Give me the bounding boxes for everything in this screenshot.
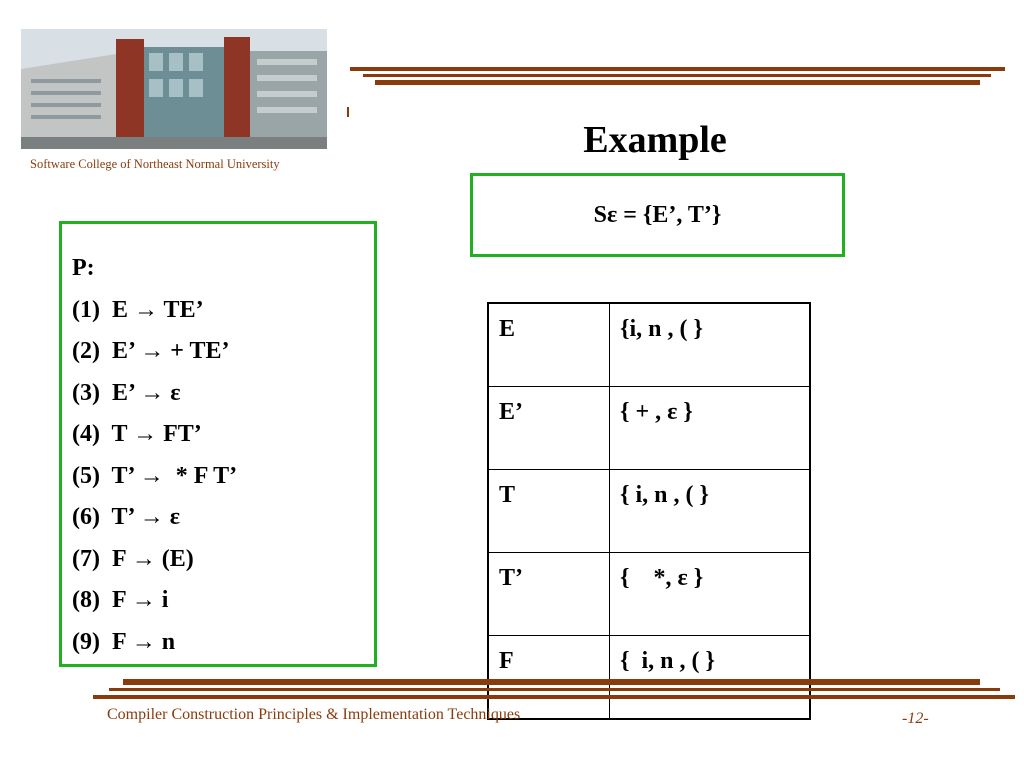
college-name: Software College of Northeast Normal University (30, 157, 280, 171)
production-item: (6) T’ → ε (72, 504, 181, 530)
production-item: (3) E’ → ε (72, 379, 181, 406)
table-row (488, 387, 810, 470)
table-row (488, 636, 810, 720)
table-set-cell: {i, n , ( } (610, 303, 811, 387)
table-row (488, 553, 810, 636)
header-rule-bottom (375, 80, 980, 85)
table-symbol-cell: F (488, 636, 610, 720)
table-set-cell: { *, ε } (610, 553, 811, 636)
table-set-cell: { i, n , ( } (610, 636, 811, 720)
production-item: (2) E’ → + TE’ (72, 338, 230, 364)
header-rule-top (350, 67, 1005, 71)
s-epsilon-text: Sε = {E’, T’} (593, 201, 722, 228)
productions-box (59, 221, 377, 667)
table-set-cell: { + , ε } (610, 387, 811, 470)
table-symbol-cell: E’ (488, 387, 610, 470)
table-row (488, 470, 810, 553)
production-item: (7) F → (E) (72, 545, 194, 572)
table-set-cell: { i, n , ( } (610, 470, 811, 553)
production-item: (8) F → i (72, 587, 169, 613)
table-symbol-cell: T (488, 470, 610, 553)
footer-rule-middle (109, 688, 1000, 691)
production-item: (5) T’ → * F T’ (72, 462, 238, 489)
header-tick-mark (347, 107, 349, 117)
production-item: (1) E → TE’ (72, 296, 204, 323)
slide-title: Example (583, 119, 727, 161)
table-symbol-cell: E (488, 303, 610, 387)
course-title: Compiler Construction Principles & Implementation Techniques (107, 706, 521, 723)
page-number: -12- (902, 710, 929, 727)
s-epsilon-box (470, 173, 845, 257)
production-item: (9) F → n (72, 628, 176, 655)
table-symbol-cell: T’ (488, 553, 610, 636)
footer-rule-bottom (93, 695, 1015, 699)
productions-heading: P: (72, 255, 95, 281)
header-rule-middle (363, 74, 991, 77)
first-set-table (487, 302, 811, 720)
table-row (488, 303, 810, 387)
building-photo (21, 29, 327, 149)
footer-rule-top (123, 679, 980, 685)
production-item: (4) T → FT’ (72, 421, 202, 447)
